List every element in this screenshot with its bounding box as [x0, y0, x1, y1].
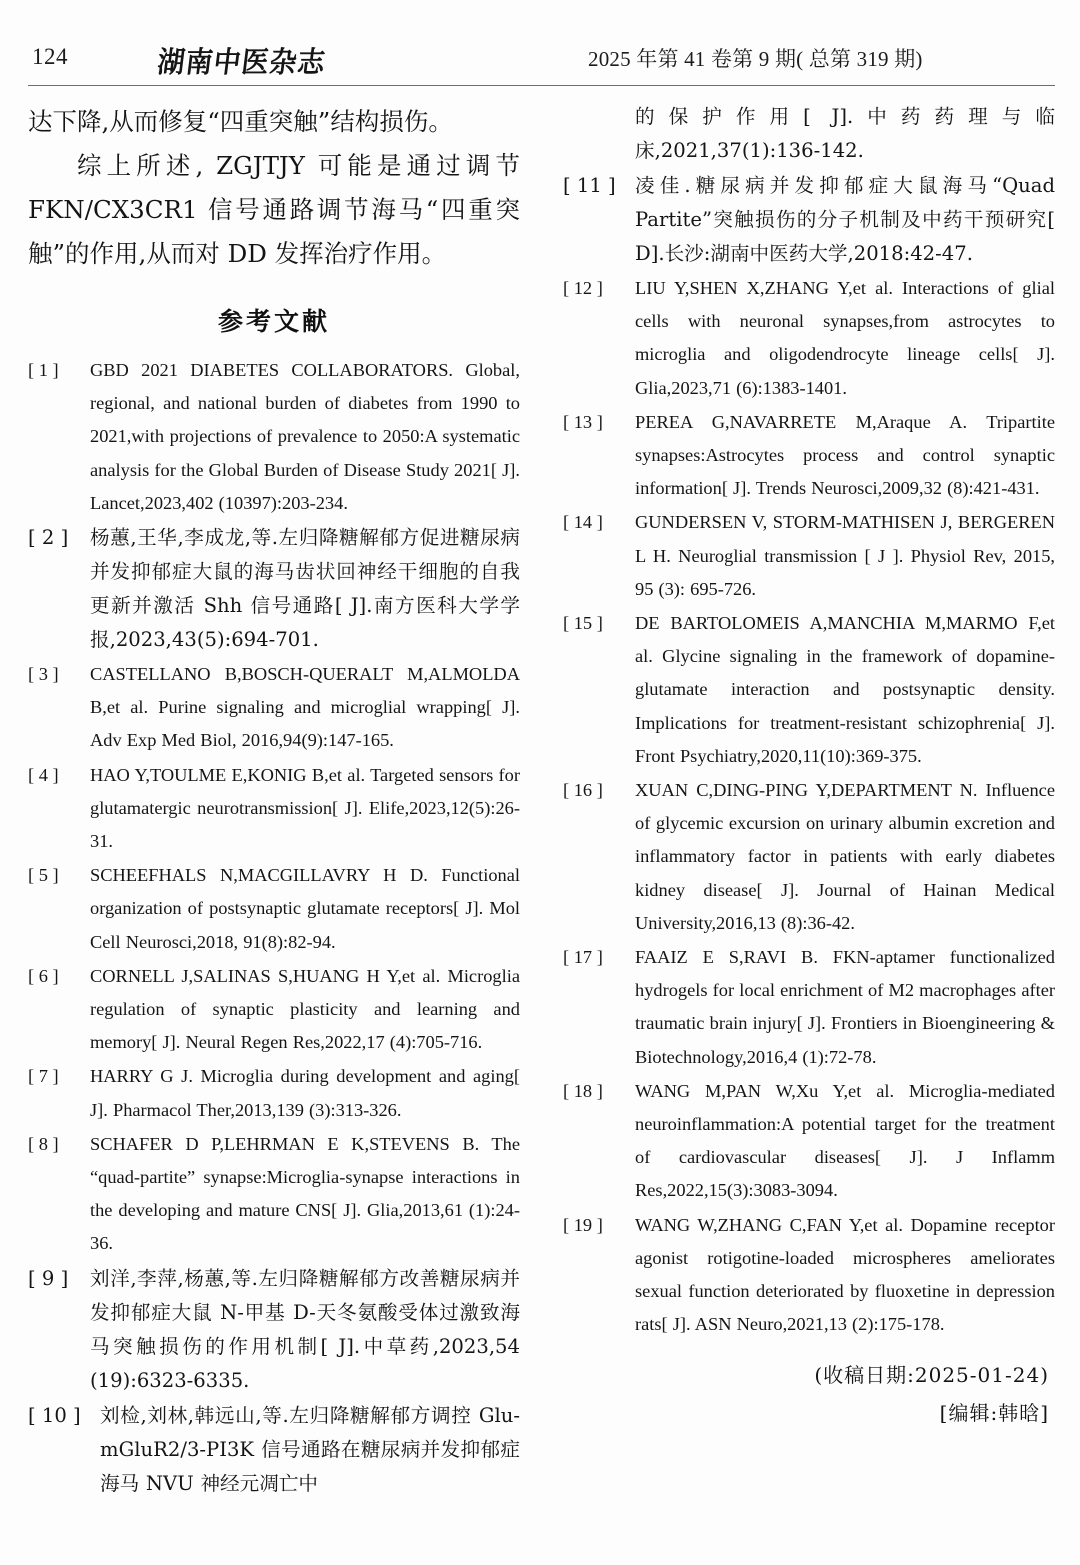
reference-entry	[563, 607, 1055, 773]
reference-entry	[563, 774, 1055, 940]
references-heading: 参考文献	[217, 307, 330, 336]
reference-entry	[563, 1209, 1055, 1342]
reference-entry	[28, 960, 520, 1060]
reference-number: [ 4 ]	[28, 764, 59, 785]
reference-text: DE BARTOLOMEIS A,MANCHIA M,MARMO F,et al. Glycine signaling in the framework of dopamine-glutamate interaction and postsynaptic density. Implications for treatment-resistant schizophrenia[ J]. Front Psychiatry,2020,11(10):369-375.	[635, 613, 1055, 766]
reference-number: [ 7 ]	[28, 1066, 59, 1087]
reference-text-continuation: 的保护作用[ J].中药药理与临床,2021,37(1):136-142.	[635, 105, 1055, 162]
reference-entry	[28, 1262, 520, 1398]
reference-entry	[28, 859, 520, 959]
editor-credit: [编辑:韩晗]	[939, 1400, 1049, 1425]
reference-entry	[563, 941, 1055, 1074]
reference-entry	[563, 169, 1055, 271]
reference-number: [ 18 ]	[563, 1080, 603, 1101]
reference-entry	[28, 1399, 520, 1501]
colophon	[563, 1356, 1055, 1432]
reference-number: [ 17 ]	[563, 947, 603, 968]
reference-text: GUNDERSEN V, STORM-MATHISEN J, BERGEREN L H. Neuroglial transmission [ J ]. Physiol Rev, 2015, 95 (3): 695-726.	[635, 512, 1055, 599]
journal-title-logo: 湖南中医杂志	[155, 46, 328, 80]
reference-entry	[563, 272, 1055, 405]
reference-text: WANG M,PAN W,Xu Y,et al. Microglia-mediated neuroinflammation:A potential target for the treatment of cardiovascular diseases[ J]. J Inflamm Res,2022,15(3):3083-3094.	[635, 1080, 1055, 1201]
two-column-body	[28, 100, 1055, 1495]
reference-number: [ 16 ]	[563, 780, 603, 801]
reference-number: [ 14 ]	[563, 512, 603, 533]
reference-entry	[28, 354, 520, 520]
reference-text: 刘检,刘林,韩远山,等.左归降糖解郁方调控 Glu-mGluR2/3-PI3K 信号通路在糖尿病并发抑郁症海马 NVU 神经元凋亡中	[100, 1403, 520, 1495]
body-paragraph-continued: 达下降,从而修复“四重突触”结构损伤。	[28, 107, 453, 136]
reference-text: LIU Y,SHEN X,ZHANG Y,et al. Interactions of glial cells with neuronal synapses,from astrocytes to microglia and oligodendrocyte lineage cells[ J]. Glia,2023,71 (6):1383-1401.	[635, 278, 1055, 398]
reference-text: CORNELL J,SALINAS S,HUANG H Y,et al. Microglia regulation of synaptic plasticity and learning and memory[ J]. Neural Regen Res,2022,17 (4):705-716.	[90, 965, 520, 1053]
reference-text: HARRY G J. Microglia during development and aging[ J]. Pharmacol Ther,2013,139 (3):313-326.	[90, 1066, 520, 1120]
reference-entry	[563, 1075, 1055, 1208]
reference-text: CASTELLANO B,BOSCH-QUERALT M,ALMOLDA B,et al. Purine signaling and microglial wrapping[ J]. Adv Exp Med Biol, 2016,94(9):147-165.	[90, 664, 520, 751]
reference-number: [ 10 ]	[28, 1403, 81, 1427]
reference-number: [ 13 ]	[563, 411, 603, 432]
reference-text: GBD 2021 DIABETES COLLABORATORS. Global, regional, and national burden of diabetes from 1990 to 2021,with projections of prevalence to 2050:A systematic analysis for the Global Burden of Disease Study 2021[ J]. Lancet,2023,402 (10397):203-234.	[90, 360, 520, 513]
reference-list-left	[28, 354, 520, 1501]
reference-text: FAAIZ E S,RAVI B. FKN-aptamer functionalized hydrogels for local enrichment of M2 macrophages after traumatic brain injury[ J]. Frontiers in Bioengineering & Biotechnology,2016,4 (1):72-78.	[635, 947, 1055, 1067]
reference-entry	[563, 406, 1055, 506]
header-divider-rule	[28, 85, 1055, 86]
left-column	[28, 100, 520, 1502]
reference-entry	[28, 658, 520, 758]
reference-entry-continuation	[563, 100, 1055, 168]
reference-number: [ 19 ]	[563, 1214, 603, 1235]
reference-number: [ 5 ]	[28, 865, 59, 886]
reference-entry	[28, 759, 520, 859]
reference-text: SCHAFER D P,LEHRMAN E K,STEVENS B. The “quad-partite” synapse:Microglia-synapse interactions in the developing and mature CNS[ J]. Glia,2013,61 (1):24-36.	[90, 1133, 520, 1254]
reference-text: 刘洋,李萍,杨蕙,等.左归降糖解郁方改善糖尿病并发抑郁症大鼠 N-甲基 D-天冬氨酸受体过激致海马突触损伤的作用机制[ J].中草药,2023,54 (19):6323-6335.	[90, 1266, 520, 1392]
received-date: (收稿日期:2025-01-24)	[814, 1362, 1049, 1387]
reference-number: [ 3 ]	[28, 664, 59, 685]
reference-text: SCHEEFHALS N,MACGILLAVRY H D. Functional organization of postsynaptic glutamate receptors[ J]. Mol Cell Neurosci,2018, 91(8):82-94.	[90, 865, 520, 952]
reference-text: HAO Y,TOULME E,KONIG B,et al. Targeted sensors for glutamatergic neurotransmission[ J]. Elife,2023,12(5):26-31.	[90, 764, 520, 852]
reference-text: 杨蕙,王华,李成龙,等.左归降糖解郁方促进糖尿病并发抑郁症大鼠的海马齿状回神经干细胞的自我更新并激活 Shh 信号通路[ J].南方医科大学学报,2023,43(5):694-701.	[90, 526, 520, 652]
reference-number: [ 9 ]	[28, 1266, 69, 1290]
reference-entry	[28, 1128, 520, 1261]
page-number: 124	[32, 44, 68, 69]
running-head	[28, 40, 1055, 82]
reference-number: [ 8 ]	[28, 1133, 59, 1154]
reference-entry	[28, 1060, 520, 1126]
reference-number: [ 15 ]	[563, 613, 603, 634]
reference-number: [ 2 ]	[28, 526, 69, 550]
reference-entry	[563, 506, 1055, 606]
reference-text: PEREA G,NAVARRETE M,Araque A. Tripartite synapses:Astrocytes process and control synaptic information[ J]. Trends Neurosci,2009,32 (8):421-431.	[635, 411, 1055, 499]
reference-number: [ 6 ]	[28, 965, 59, 986]
reference-number: [ 11 ]	[563, 174, 616, 197]
reference-number: [ 1 ]	[28, 360, 59, 380]
reference-text: WANG W,ZHANG C,FAN Y,et al. Dopamine receptor agonist rotigotine-loaded microspheres ameliorates sexual function deteriorated by fluoxetine in depression rats[ J]. ASN Neuro,2021,13 (2):175-178.	[635, 1214, 1055, 1335]
reference-text: XUAN C,DING-PING Y,DEPARTMENT N. Influence of glycemic excursion on urinary albumin excretion and inflammatory factor in patients with early diabetes kidney disease[ J]. Journal of Hainan Medical University,2016,13 (8):36-42.	[635, 780, 1055, 933]
body-paragraph-conclusion: 综上所述, ZGJTJY 可能是通过调节 FKN/CX3CR1 信号通路调节海马“四重突触”的作用,从而对 DD 发挥治疗作用。	[28, 151, 520, 268]
issue-info: 2025 年第 41 卷第 9 期( 总第 319 期)	[588, 47, 923, 71]
reference-entry	[28, 521, 520, 657]
right-column	[563, 100, 1055, 1432]
reference-text: 凌佳.糖尿病并发抑郁症大鼠海马“Quad Partite”突触损伤的分子机制及中药干预研究[ D].长沙:湖南中医药大学,2018:42-47.	[635, 174, 1055, 265]
reference-list-right	[563, 100, 1055, 1342]
reference-number: [ 12 ]	[563, 278, 603, 298]
